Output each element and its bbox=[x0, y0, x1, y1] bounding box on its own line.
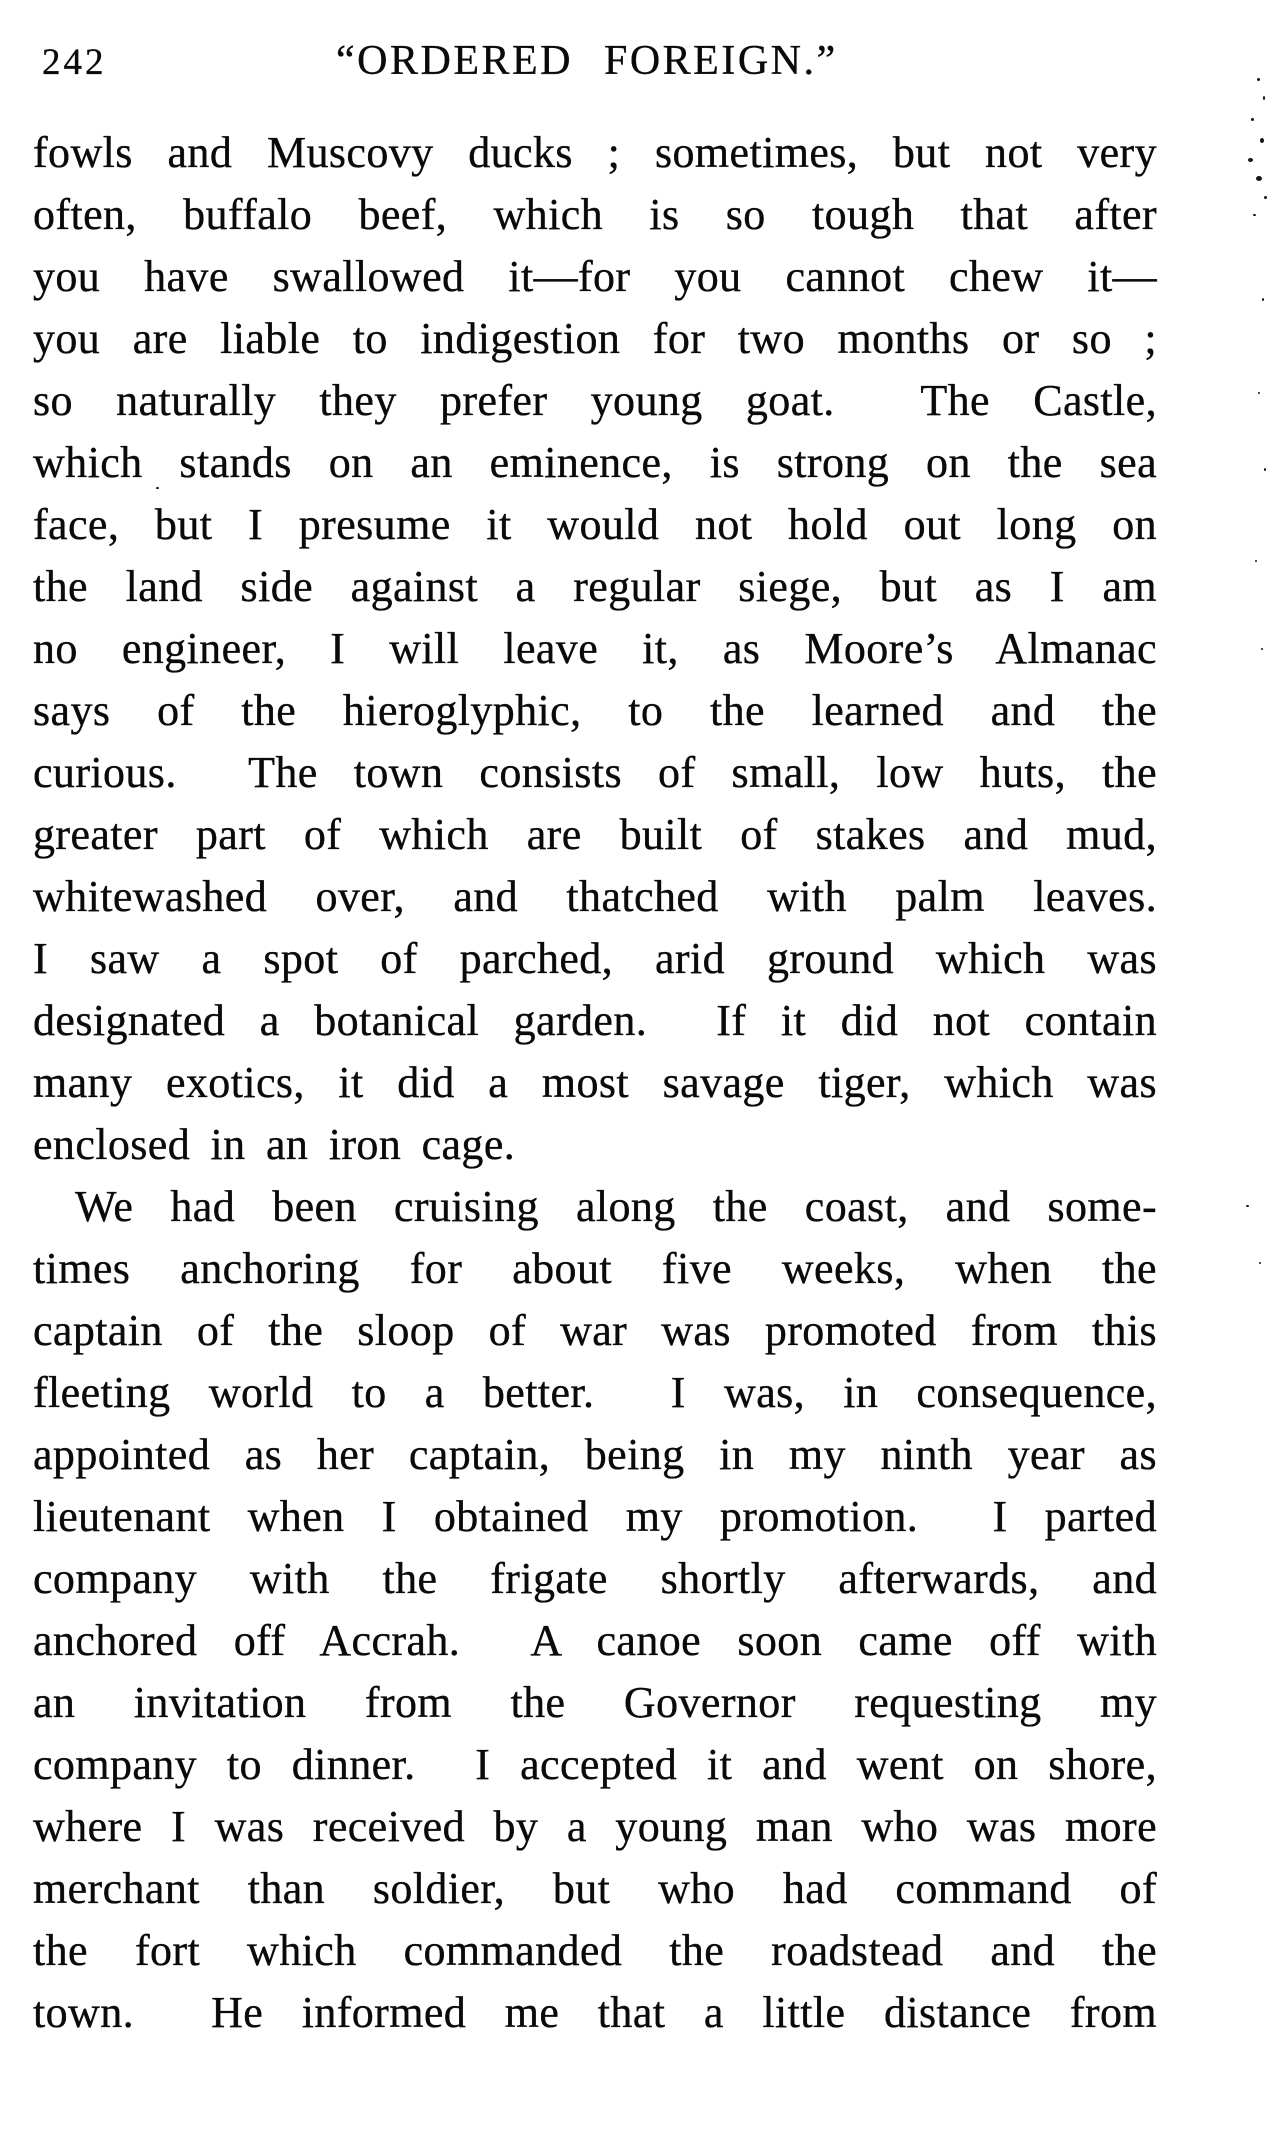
scan-speck bbox=[1264, 468, 1266, 471]
scan-speck bbox=[1259, 1262, 1261, 1264]
text-line: you are liable to indigestion for two months or so ; bbox=[33, 314, 1157, 363]
scan-speck bbox=[1246, 1205, 1249, 1207]
text-line: anchored off Accrah. A canoe soon came off with bbox=[33, 1616, 1157, 1665]
text-line: merchant than soldier, but who had command of bbox=[33, 1864, 1157, 1913]
text-line: fowls and Muscovy ducks ; sometimes, but not very bbox=[33, 128, 1157, 177]
text-line: captain of the sloop of war was promoted from this bbox=[33, 1306, 1157, 1355]
scan-speck bbox=[1263, 96, 1265, 100]
text-line: company with the frigate shortly afterwards, and bbox=[33, 1554, 1157, 1603]
text-line: appointed as her captain, being in my ninth year as bbox=[33, 1430, 1157, 1479]
text-line: I saw a spot of parched, arid ground which was bbox=[33, 934, 1157, 983]
text-line: no engineer, I will leave it, as Moore’s Almanac bbox=[33, 624, 1157, 673]
text-line: designated a botanical garden. If it did not contain bbox=[33, 996, 1157, 1045]
page-text bbox=[33, 122, 1157, 2044]
scan-speck bbox=[1261, 648, 1263, 650]
text-line: fleeting world to a better. I was, in consequence, bbox=[33, 1368, 1157, 1417]
scan-speck bbox=[1257, 78, 1260, 81]
text-line: so naturally they prefer young goat. The Castle, bbox=[33, 376, 1157, 425]
text-line: greater part of which are built of stakes and mud, bbox=[33, 810, 1157, 859]
text-line-paragraph-end: enclosed in an iron cage. bbox=[33, 1120, 516, 1169]
scan-speck bbox=[1248, 158, 1253, 162]
text-line: the land side against a regular siege, but as I am bbox=[33, 562, 1157, 611]
text-line: you have swallowed it—for you cannot chew it— bbox=[33, 252, 1157, 301]
text-line: face, but I presume it would not hold out long on bbox=[33, 500, 1157, 549]
text-line: many exotics, it did a most savage tiger, which was bbox=[33, 1058, 1157, 1107]
text-line: the fort which commanded the roadstead and the bbox=[33, 1926, 1157, 1975]
scan-speck bbox=[1262, 298, 1264, 301]
scan-speck bbox=[156, 487, 159, 489]
text-line: company to dinner. I accepted it and went on shore, bbox=[33, 1740, 1157, 1789]
scan-speck bbox=[1253, 214, 1256, 216]
scan-speck bbox=[1256, 176, 1262, 181]
text-line: times anchoring for about five weeks, when the bbox=[33, 1244, 1157, 1293]
text-line-paragraph-start: We had been cruising along the coast, and some- bbox=[75, 1182, 1157, 1231]
scan-speck bbox=[1264, 196, 1267, 199]
scan-speck bbox=[1251, 118, 1254, 121]
text-line: where I was received by a young man who was more bbox=[33, 1802, 1157, 1851]
scan-speck bbox=[1258, 392, 1260, 394]
page-number: 242 bbox=[42, 42, 107, 83]
text-line: whitewashed over, and thatched with palm leaves. bbox=[33, 872, 1157, 921]
text-line: curious. The town consists of small, low huts, the bbox=[33, 748, 1157, 797]
text-line: town. He informed me that a little distance from bbox=[33, 1988, 1157, 2037]
scan-speck bbox=[1260, 138, 1264, 143]
text-line: which stands on an eminence, is strong on the sea bbox=[33, 438, 1157, 487]
text-line: often, buffalo beef, which is so tough that after bbox=[33, 190, 1157, 239]
running-title: “ORDERED FOREIGN.” bbox=[336, 38, 838, 84]
scan-speck bbox=[1255, 560, 1257, 562]
text-line: an invitation from the Governor requesting my bbox=[33, 1678, 1157, 1727]
text-line: lieutenant when I obtained my promotion. I parted bbox=[33, 1492, 1157, 1541]
text-line: says of the hieroglyphic, to the learned and the bbox=[33, 686, 1157, 735]
